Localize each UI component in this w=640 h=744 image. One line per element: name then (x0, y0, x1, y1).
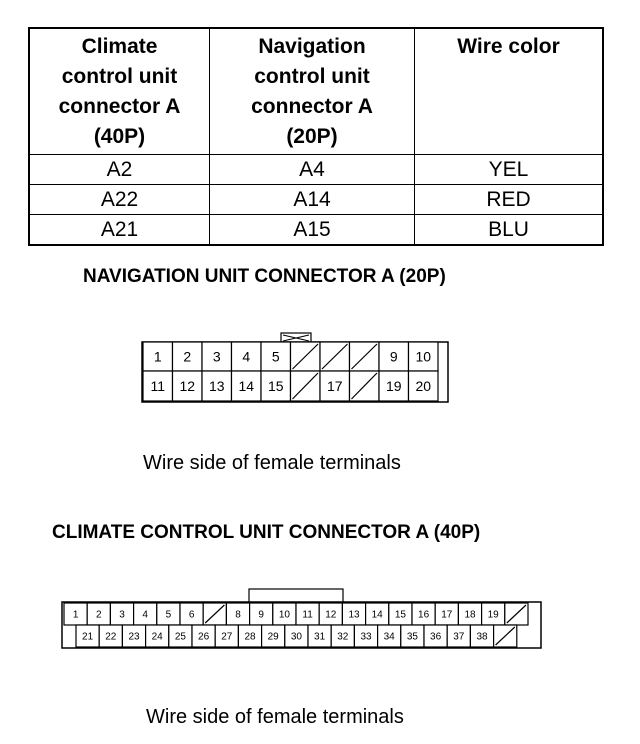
nav-connector-title: NAVIGATION UNIT CONNECTOR A (20P) (83, 266, 446, 287)
climate-terminal-number: 34 (383, 631, 395, 643)
table-cell: A21 (29, 215, 210, 246)
climate-connector-title: CLIMATE CONTROL UNIT CONNECTOR A (40P) (52, 522, 481, 543)
climate-terminal-number: 8 (235, 609, 241, 621)
nav-terminal-number: 19 (385, 378, 402, 395)
climate-terminal-number: 4 (142, 609, 148, 621)
climate-terminal-number: 14 (371, 609, 383, 621)
nav-terminal-number: 10 (415, 348, 432, 365)
climate-terminal-number: 38 (476, 631, 488, 643)
nav-terminal-number: 2 (183, 348, 192, 365)
header-line: connector A (58, 95, 181, 118)
climate-connector-caption: Wire side of female terminals (146, 706, 404, 728)
header-line: Navigation (258, 35, 366, 58)
climate-terminal-number: 31 (314, 631, 326, 643)
table-cell: A4 (210, 155, 415, 185)
header-line: (20P) (286, 125, 338, 148)
nav-terminal-number: 14 (238, 378, 255, 395)
climate-terminal-number: 27 (221, 631, 233, 643)
climate-terminal-number: 13 (348, 609, 360, 621)
nav-terminal-number: 11 (150, 378, 166, 395)
nav-connector-diagram (142, 333, 448, 402)
header-line: Climate (81, 35, 158, 58)
climate-terminal-number: 29 (267, 631, 279, 643)
climate-terminal-number: 11 (302, 609, 313, 621)
climate-terminal-number: 32 (337, 631, 349, 643)
climate-connector-diagram (62, 589, 541, 648)
table-cell: A22 (29, 185, 210, 215)
nav-terminal-number: 1 (153, 348, 162, 365)
nav-terminal-number: 12 (179, 378, 196, 395)
table-cell: YEL (415, 155, 604, 185)
climate-terminal-number: 26 (198, 631, 210, 643)
nav-connector-caption: Wire side of female terminals (143, 452, 401, 474)
nav-terminal-number: 15 (267, 378, 284, 395)
climate-terminal-number: 23 (128, 631, 140, 643)
climate-terminal-number: 3 (119, 609, 125, 621)
climate-terminal-number: 22 (105, 631, 117, 643)
climate-terminal-number: 15 (394, 609, 406, 621)
nav-terminal-number: 4 (242, 348, 251, 365)
climate-terminal-number: 21 (82, 631, 94, 643)
climate-terminal-number: 30 (290, 631, 302, 643)
climate-terminal-number: 35 (406, 631, 418, 643)
climate-terminal-number: 9 (258, 609, 264, 621)
nav-terminal-number: 20 (415, 378, 432, 395)
climate-lock-tab (249, 589, 343, 603)
table-cell: RED (415, 185, 604, 215)
climate-terminal-number: 6 (188, 609, 195, 621)
climate-terminal-number: 36 (430, 631, 442, 643)
climate-terminal-number: 10 (278, 609, 290, 621)
climate-terminal-number: 12 (325, 609, 337, 621)
header-line: control unit (254, 65, 370, 88)
climate-terminal-number: 33 (360, 631, 372, 643)
nav-terminal-number: 13 (208, 378, 225, 395)
nav-terminal-number: 17 (326, 378, 343, 395)
climate-terminal-number: 17 (441, 609, 453, 621)
climate-terminal-number: 25 (174, 631, 186, 643)
header-line: (40P) (93, 125, 146, 148)
climate-terminal-number: 19 (487, 609, 499, 621)
climate-terminal-number: 2 (96, 609, 102, 621)
nav-terminal-number: 3 (212, 348, 221, 365)
climate-terminal-number: 1 (72, 609, 79, 621)
header-line: control unit (61, 65, 178, 88)
table-cell: A14 (210, 185, 415, 215)
header-line: Wire color (457, 35, 560, 58)
table-cell: BLU (415, 215, 604, 246)
header-line: connector A (251, 95, 373, 118)
climate-terminal-number: 18 (464, 609, 476, 621)
climate-terminal-number: 37 (453, 631, 465, 643)
climate-terminal-number: 24 (151, 631, 163, 643)
nav-terminal-number: 9 (389, 348, 398, 365)
nav-terminal-number: 5 (271, 348, 280, 365)
table-cell: A2 (29, 155, 210, 185)
table-cell: A15 (210, 215, 415, 246)
climate-terminal-number: 5 (165, 609, 172, 621)
climate-terminal-number: 16 (418, 609, 430, 621)
climate-terminal-number: 28 (244, 631, 256, 643)
